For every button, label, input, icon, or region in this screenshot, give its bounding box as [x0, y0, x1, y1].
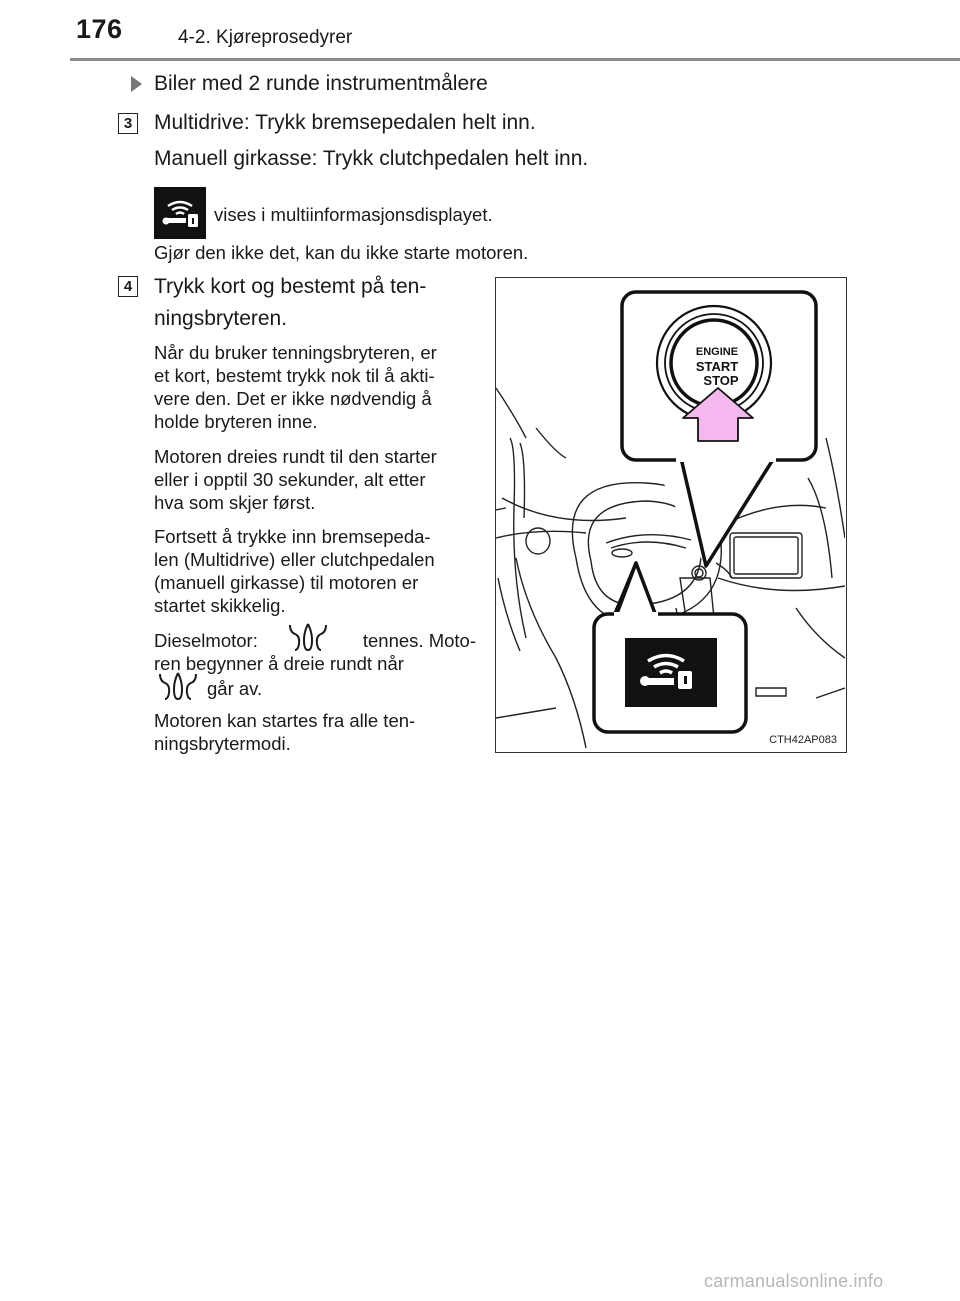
step-number-3: 3 — [118, 113, 138, 134]
text-line: Motoren dreies rundt til den starter — [154, 446, 437, 467]
text-line: Fortsett å trykke inn bremsepeda- — [154, 526, 431, 547]
text-line: hva som skjer først. — [154, 492, 316, 513]
step4-paragraph-3 — [154, 525, 476, 617]
watermark: carmanualsonline.info — [704, 1271, 884, 1291]
engine-button-label-3: STOP — [703, 373, 739, 388]
key-indicator-icon — [154, 187, 206, 239]
engine-button-label-2: START — [695, 359, 739, 374]
step4-heading-line1: Trykk kort og bestemt på ten- — [154, 275, 427, 298]
step3-line1: Multidrive: Trykk bremsepedalen helt inn. — [154, 111, 536, 134]
engine-button-label-1: ENGINE — [695, 346, 739, 358]
text-line: Når du bruker tenningsbryteren, er — [154, 342, 437, 363]
step3-note: Gjør den ikke det, kan du ikke starte motoren. — [154, 242, 529, 263]
text-line: holde bryteren inne. — [154, 411, 318, 432]
step-number-4: 4 — [118, 276, 138, 297]
text-line: vere den. Det er ikke nødvendig å — [154, 388, 432, 409]
diesel-text-c: ren begynner å dreie rundt når — [154, 653, 404, 674]
diesel-text-b: tennes. Moto- — [362, 630, 476, 651]
chapter-title: 4-2. Kjøreprosedyrer — [178, 27, 353, 48]
dashboard-illustration — [496, 278, 845, 751]
text-line: et kort, bestemt trykk nok til å akti- — [154, 365, 435, 386]
text-line: startet skikkelig. — [154, 595, 286, 616]
step3-indicator-text: vises i multiinformasjonsdisplayet. — [214, 204, 493, 225]
page-number: 176 — [76, 14, 123, 44]
step4-paragraph-5 — [154, 709, 476, 755]
arrow-right-triangle-icon — [131, 76, 142, 92]
step4-paragraph-1 — [154, 341, 476, 433]
step4-heading-line2: ningsbryteren. — [154, 307, 288, 330]
text-line: ningsbrytermodi. — [154, 733, 291, 754]
text-line: eller i opptil 30 sekunder, alt etter — [154, 469, 426, 490]
text-line: Motoren kan startes fra alle ten- — [154, 710, 416, 731]
header-divider — [70, 58, 960, 61]
subheading: Biler med 2 runde instrumentmålere — [154, 72, 488, 95]
glow-plug-icon — [156, 671, 200, 706]
text-line: (manuell girkasse) til motoren er — [154, 572, 419, 593]
text-line: len (Multidrive) eller clutchpedalen — [154, 549, 435, 570]
diesel-label: Dieselmotor: — [154, 630, 258, 651]
step3-line2: Manuell girkasse: Trykk clutchpedalen helt inn. — [154, 147, 589, 170]
dashboard-figure — [495, 277, 847, 753]
figure-code: CTH42AP083 — [769, 734, 837, 746]
diesel-text-d: går av. — [207, 678, 263, 699]
step4-paragraph-2 — [154, 445, 476, 514]
